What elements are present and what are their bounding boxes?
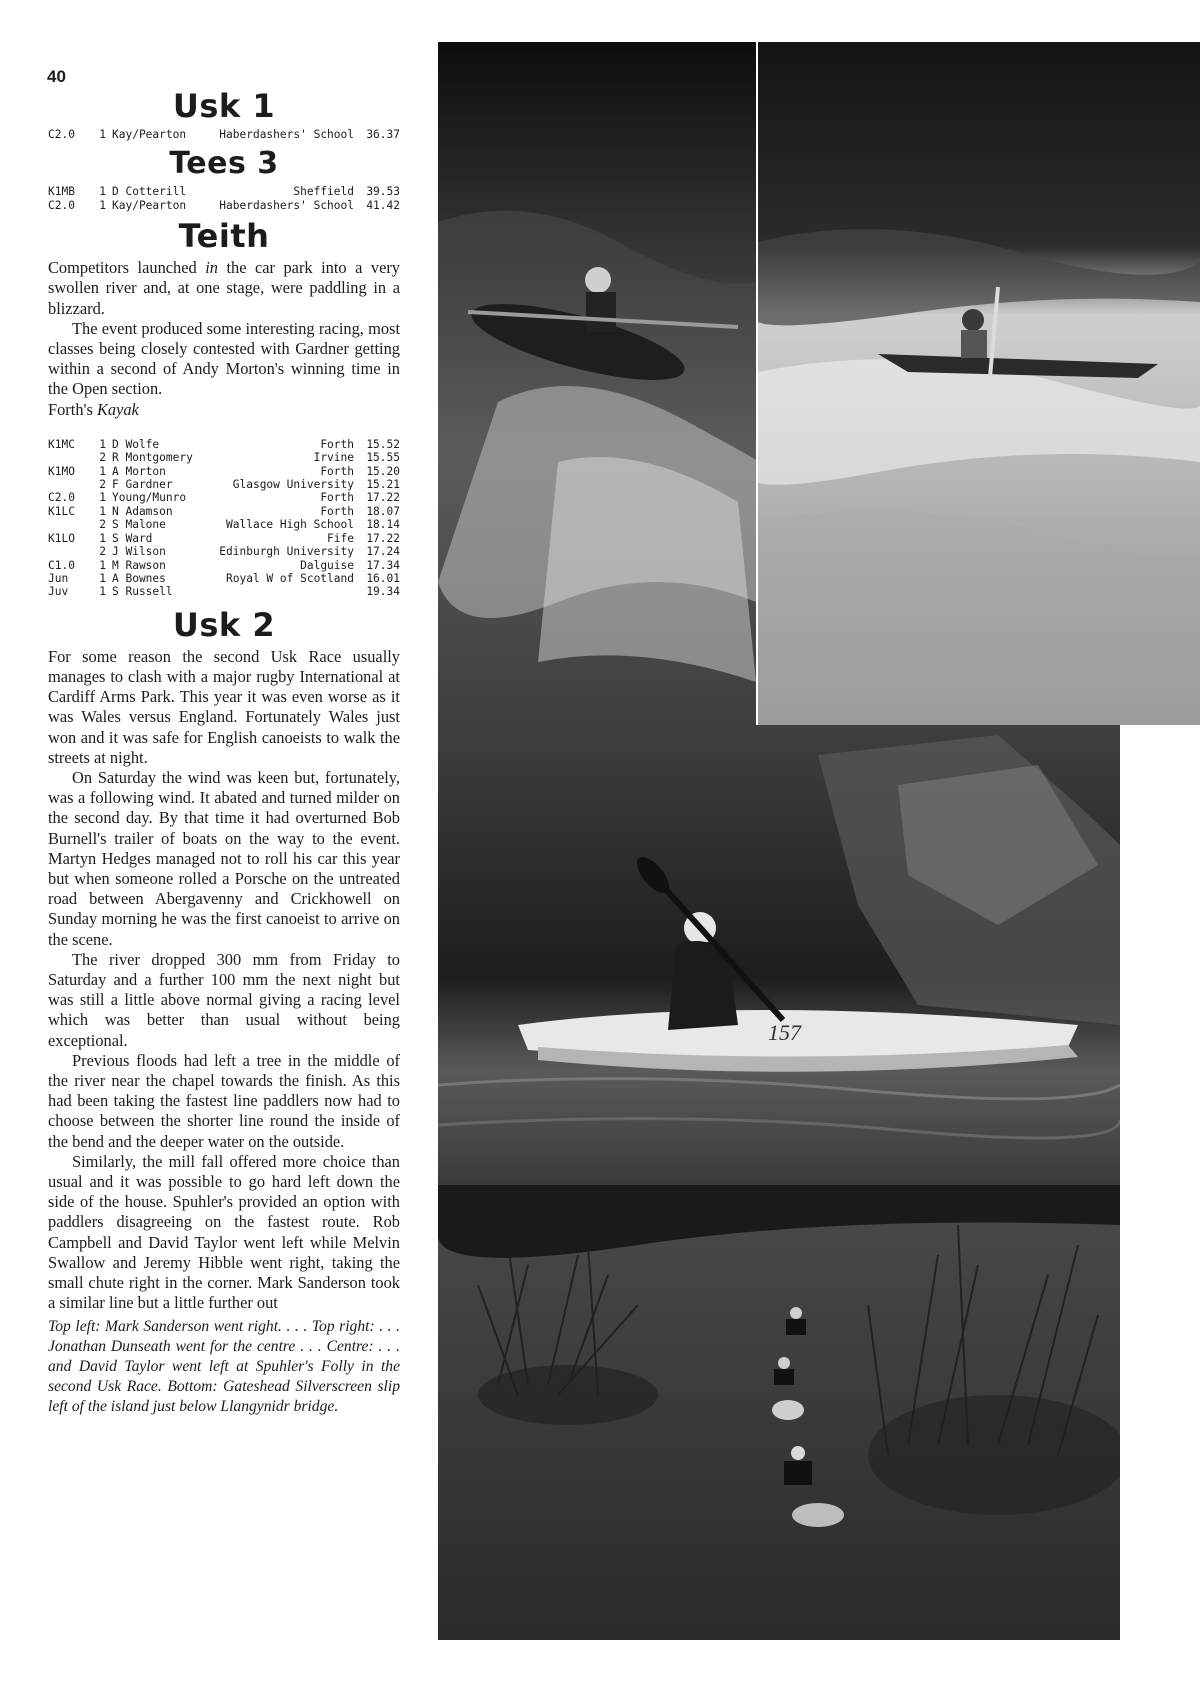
result-position: 1	[99, 504, 106, 518]
result-class: C2.0	[48, 198, 75, 212]
result-class: C2.0	[48, 491, 75, 505]
usk2-paragraph: On Saturday the wind was keen but, fortunately, was a following wind. It abated and turned milder on the second day. By that time it had overturned Bob Burnell's trailer of boats on the way to the event. Martyn Hedges managed not to roll his car this year but when someone rolled a Porsche on the untreated road between Abergavenny and Crickhowell on Sunday morning he was the first canoeist to arrive on the scene.	[48, 767, 400, 949]
photo-bottom	[438, 1185, 1120, 1640]
result-row	[48, 438, 400, 451]
usk2-paragraph: Previous floods had left a tree in the middle of the river near the chapel towards the finish. As this had been taking the fastest line paddlers now had to choose between the shorter line round the inside of the bend and the deeper water on the outside.	[48, 1050, 400, 1151]
result-row	[48, 451, 400, 464]
result-row	[48, 185, 400, 198]
result-class: K1LO	[48, 531, 75, 545]
result-class: K1LC	[48, 504, 75, 518]
section-heading-usk1: Usk 1	[172, 87, 276, 125]
usk2-paragraph: The river dropped 300 mm from Friday to Saturday and a further 100 mm the next night but was still a little above normal giving a racing level which was better than usual without being exceptional.	[48, 949, 400, 1050]
result-name: F Gardner	[112, 478, 173, 492]
result-time: 39.53	[366, 185, 400, 199]
result-time: 16.01	[366, 571, 400, 585]
result-club: Irvine	[313, 451, 354, 465]
teith-signoff: Forth's Kayak	[48, 399, 139, 419]
usk2-paragraph: Similarly, the mill fall offered more choice than usual and it was possible to go hard left down the side of the house. Spuhler's provided an option with paddlers disagreeing on the fastest route. Rob Campbell and David Taylor went left while Melvin Swallow and Jeremy Hibble went right, taking the small chute right in the corner. Mark Sanderson took a similar line but a little further out	[48, 1151, 400, 1313]
result-row	[48, 128, 400, 141]
result-time: 15.21	[366, 478, 400, 492]
result-class: Juv	[48, 585, 69, 599]
result-name: M Rawson	[112, 558, 166, 572]
result-row	[48, 518, 400, 531]
result-club: Haberdashers' School	[219, 128, 354, 141]
result-time: 15.55	[366, 451, 400, 465]
photo-top-right	[758, 42, 1200, 725]
result-class: C1.0	[48, 558, 75, 572]
article-column	[48, 86, 400, 1417]
result-time: 18.07	[366, 504, 400, 518]
photo-caption: Top left: Mark Sanderson went right. . . . Top right: . . . Jonathan Dunseath went for the centre . . . Centre: . . . and David Taylor went left at Spuhler's Folly in the second Usk Race. Bottom: Gateshead Silverscreen slip left of the island just below Llangynidr bridge.	[48, 1318, 400, 1416]
result-club: Royal W of Scotland	[226, 571, 354, 585]
result-row	[48, 491, 400, 504]
result-name: R Montgomery	[112, 451, 193, 465]
result-row	[48, 532, 400, 545]
result-row	[48, 545, 400, 558]
result-class: K1MO	[48, 464, 75, 478]
page-number: 40	[47, 67, 66, 86]
result-row	[48, 572, 400, 585]
result-row	[48, 505, 400, 518]
result-position: 1	[99, 571, 106, 585]
result-name: D Cotterill	[112, 185, 187, 199]
result-time: 19.34	[366, 585, 400, 599]
result-row	[48, 465, 400, 478]
result-club: Glasgow University	[232, 478, 354, 492]
result-name: S Ward	[112, 531, 153, 545]
result-name: Young/Munro	[112, 491, 187, 505]
result-name: D Wolfe	[112, 437, 160, 451]
teith-paragraph-2: The event produced some interesting racing, most classes being closely contested with Gardner getting within a second of Andy Morton's winning time in the Open section.	[48, 318, 400, 399]
result-class: K1MB	[48, 185, 75, 199]
result-name: Kay/Pearton	[112, 128, 187, 141]
result-time: 18.14	[366, 518, 400, 532]
result-position: 1	[99, 491, 106, 505]
result-class: K1MC	[48, 437, 75, 451]
result-row	[48, 559, 400, 572]
result-time: 17.24	[366, 545, 400, 559]
result-class	[48, 451, 90, 464]
result-position: 1	[99, 128, 106, 141]
result-club: Fife	[327, 531, 354, 545]
result-club: Forth	[320, 464, 354, 478]
result-position: 1	[99, 558, 106, 572]
result-club: Dalguise	[300, 558, 354, 572]
result-row	[48, 478, 400, 491]
result-name: N Adamson	[112, 504, 173, 518]
result-name: S Russell	[112, 585, 173, 599]
result-time: 15.20	[366, 464, 400, 478]
result-name: A Bownes	[112, 571, 166, 585]
result-name: J Wilson	[112, 545, 166, 559]
result-position: 1	[99, 437, 106, 451]
section-heading-tees3: Tees 3	[169, 146, 279, 182]
result-name: S Malone	[112, 518, 166, 532]
result-time: 17.22	[366, 491, 400, 505]
result-row	[48, 585, 400, 598]
result-club: Sheffield	[293, 185, 354, 199]
result-club: Edinburgh University	[219, 545, 354, 559]
result-club	[203, 585, 354, 598]
result-time: 41.42	[366, 198, 400, 212]
result-name: A Morton	[112, 464, 166, 478]
results-table-usk1	[48, 128, 400, 141]
results-table-tees3	[48, 185, 400, 212]
boat-number: 157	[768, 1020, 801, 1045]
result-row	[48, 199, 400, 212]
result-class	[48, 478, 90, 491]
teith-paragraph-1: Competitors launched in the car park into a very swollen river and, at one stage, were paddling in a blizzard.	[48, 258, 400, 318]
result-class	[48, 545, 90, 558]
result-position: 2	[99, 478, 106, 492]
result-position: 1	[99, 531, 106, 545]
result-club: Forth	[320, 437, 354, 451]
usk2-body	[48, 647, 400, 1314]
result-time: 36.37	[366, 128, 400, 141]
result-time: 15.52	[366, 437, 400, 451]
result-time: 17.22	[366, 531, 400, 545]
result-name: Kay/Pearton	[112, 198, 187, 212]
result-position: 2	[99, 518, 106, 532]
result-position: 1	[99, 185, 106, 199]
result-position: 1	[99, 585, 106, 599]
result-club: Haberdashers' School	[219, 198, 354, 212]
result-class: C2.0	[48, 128, 75, 141]
section-heading-usk2: Usk 2	[172, 605, 276, 644]
result-position: 1	[99, 198, 106, 212]
result-class	[48, 518, 90, 531]
result-position: 1	[99, 464, 106, 478]
result-club: Forth	[320, 491, 354, 505]
results-table-teith	[48, 438, 400, 599]
result-position: 2	[99, 451, 106, 465]
result-position: 2	[99, 545, 106, 559]
result-club: Wallace High School	[226, 518, 354, 532]
photo-top-left	[438, 42, 756, 725]
result-time: 17.34	[366, 558, 400, 572]
usk2-paragraph: For some reason the second Usk Race usually manages to clash with a major rugby International at Cardiff Arms Park. This year it was even worse as it was Wales versus England. Fortunately Wales just won and it was safe for English canoeists to walk the streets at night.	[48, 646, 400, 767]
photo-centre	[438, 725, 1120, 1185]
result-club: Forth	[320, 504, 354, 518]
section-heading-teith: Teith	[178, 217, 270, 256]
result-class: Jun	[48, 571, 69, 585]
